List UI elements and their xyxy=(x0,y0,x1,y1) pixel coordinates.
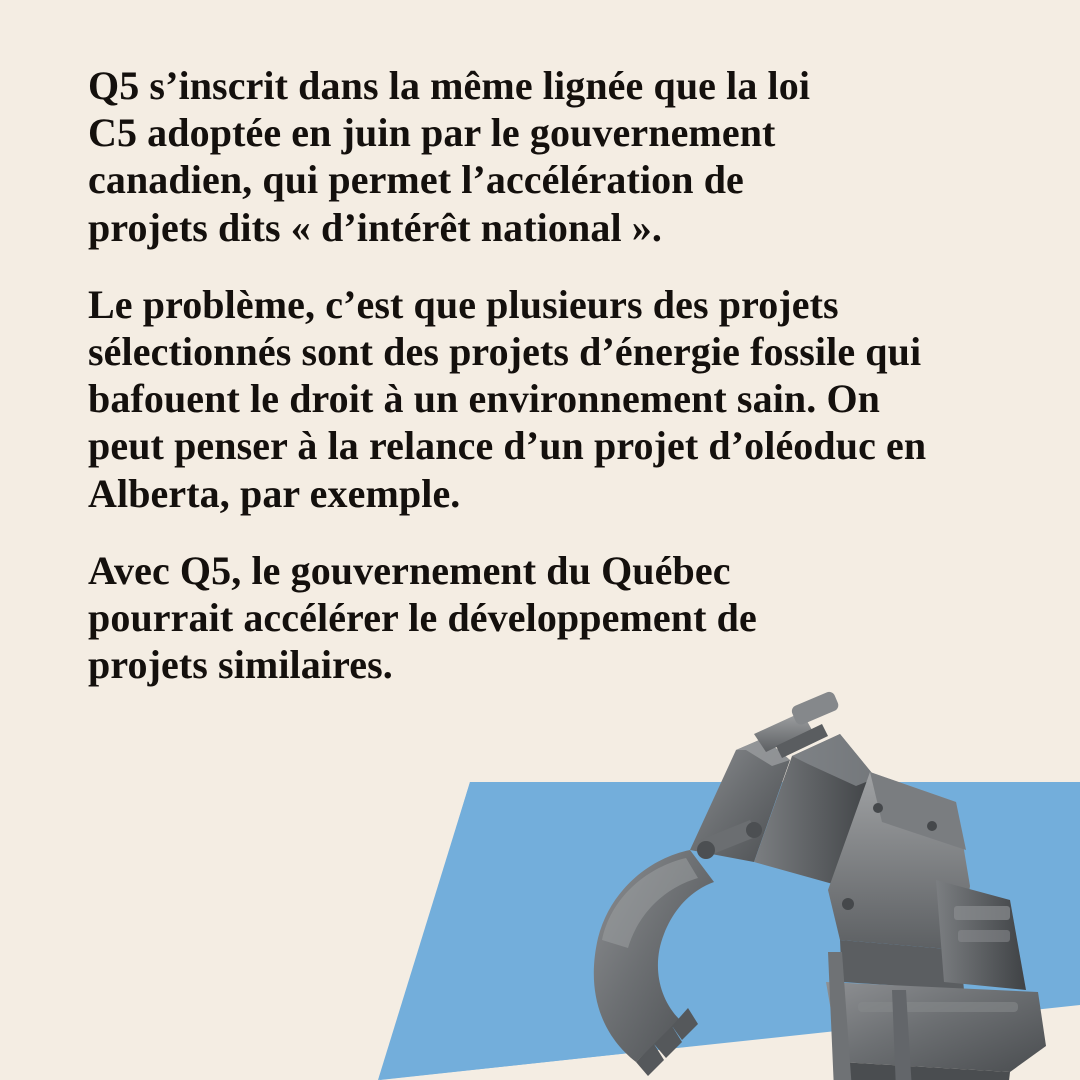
excavator-illustration xyxy=(540,690,1080,1080)
paragraph-2: Le problème, c’est que plusieurs des projets sélectionnés sont des projets d’énergie fossile qui bafouent le droit à un environnement sain. On peut penser à la relance d’un projet d’oléoduc en Alberta, par exemple. xyxy=(88,281,927,516)
article-text-block xyxy=(88,62,958,688)
paragraph-1: Q5 s’inscrit dans la même lignée que la loi C5 adoptée en juin par le gouvernement canadien, qui permet l’accélération de projets dits « d’intérêt national ». xyxy=(88,63,811,250)
paragraph-3: Avec Q5, le gouvernement du Québec pourrait accélérer le développement de projets similaires. xyxy=(88,547,757,688)
